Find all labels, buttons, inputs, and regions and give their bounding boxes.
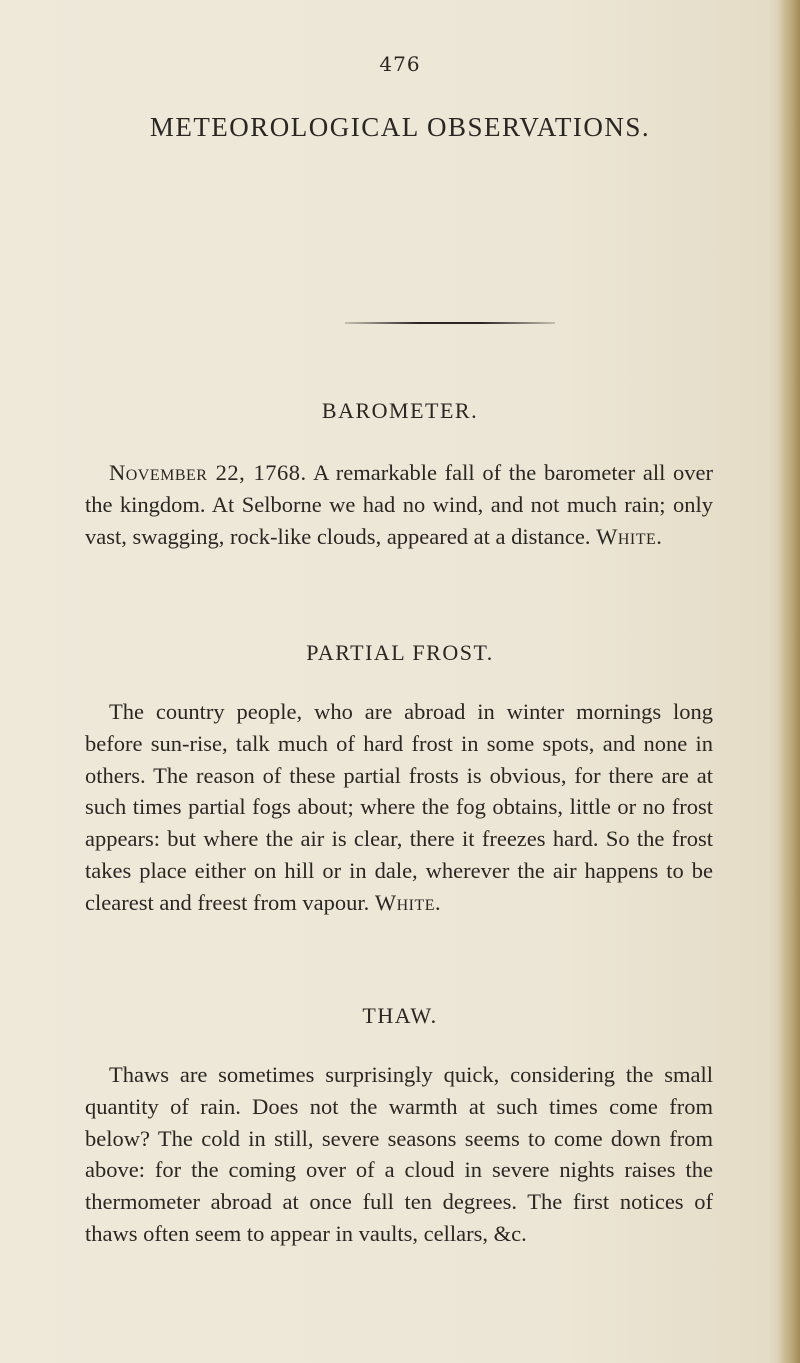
- page-edge-stain: [778, 0, 800, 1363]
- section-heading-thaw: THAW.: [362, 1003, 438, 1028]
- section-text-barometer: A remarkable fall of the barometer all over the kingdom. At Selborne we had no wind, and not much rain; only vast, swagging, rock-like clouds, appeared at a distance.: [85, 460, 713, 549]
- section-text-partial-frost: The country people, who are abroad in winter mornings long before sun-rise, talk much of hard frost in some spots, and none in others. The reason of these partial frosts is obvious, for there are at such times partial fogs about; where the fog obtains, little or no frost appears: but where the air is clear, there it freezes hard. So the frost takes place either on hill or in dale, wherever the air happens to be clearest and freest from vapour.: [85, 699, 713, 915]
- author-signature: White.: [596, 523, 663, 549]
- title-divider-rule: [345, 322, 555, 324]
- section-body-barometer: [85, 457, 713, 552]
- section-text-thaw: Thaws are sometimes surprisingly quick, considering the small quantity of rain. Does not the warmth at such times come from below? The cold in still, severe seasons seems to come down from above: for the coming over of a cloud in severe nights raises the thermometer abroad at once full ten degrees. The first notices of thaws often seem to appear in vaults, cellars, &c.: [85, 1062, 713, 1246]
- section-body-partial-frost: [85, 696, 713, 919]
- section-heading-barometer: BAROMETER.: [321, 398, 479, 423]
- page-title: METEOROLOGICAL OBSERVATIONS.: [149, 112, 651, 142]
- date-lead: November 22, 1768.: [109, 460, 307, 485]
- page-number: 476: [379, 52, 421, 76]
- section-body-thaw: [85, 1059, 713, 1250]
- author-signature: White.: [374, 889, 442, 915]
- section-heading-partial-frost: PARTIAL FROST.: [306, 640, 494, 665]
